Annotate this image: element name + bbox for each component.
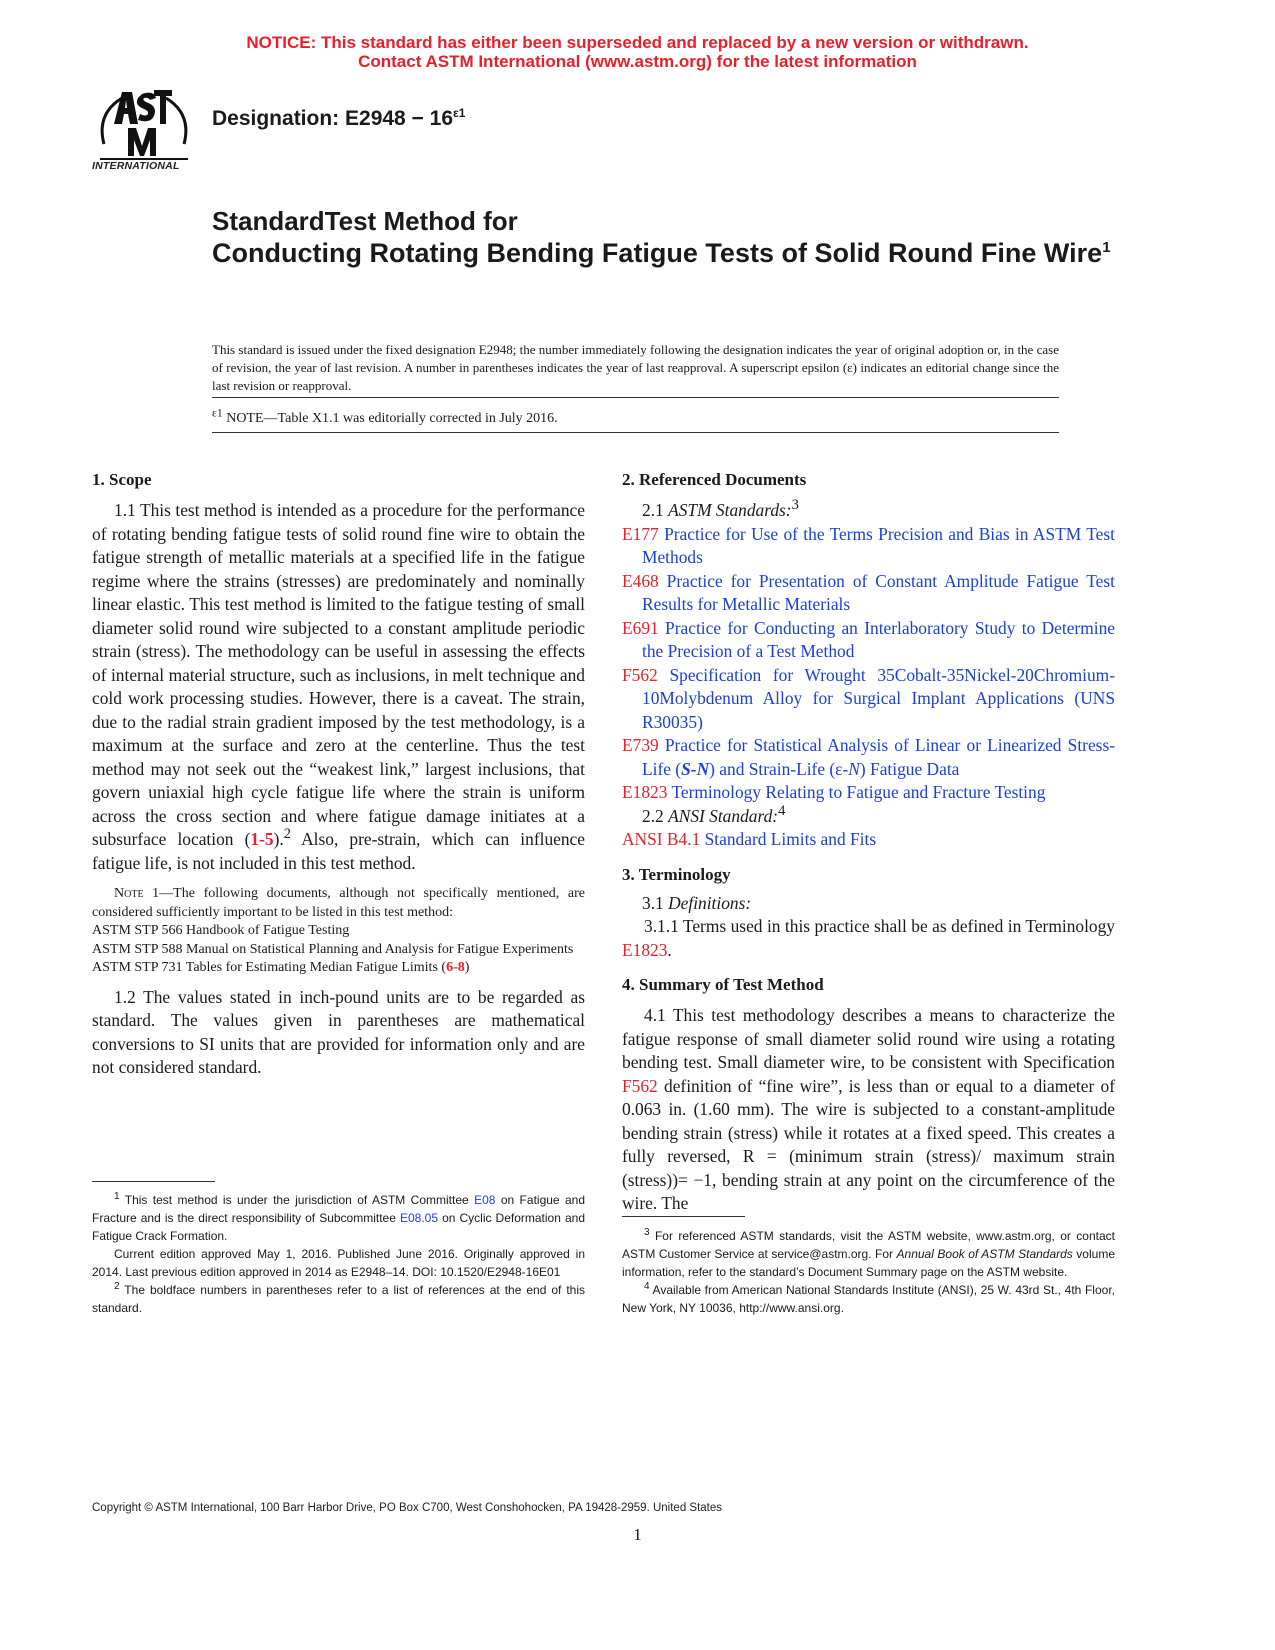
designation <box>212 107 465 131</box>
footnote-4: $^4$ Available from American National Standards Institute (ANSI), 25 W. 43rd St., 4th Floor, New York, NY 10036, http://www.ansi.org. <box>622 1281 1115 1315</box>
designation-label: Designation: E2948 − 16 <box>212 107 454 130</box>
paragraph-1-2: 1.2 The values stated in inch-pound units are to be regarded as standard. The values given in parentheses are mathematical conversions to SI units that are provided for information only and are not considered standard. <box>92 986 585 1077</box>
terminology-e1823-link[interactable]: E1823 <box>622 939 668 960</box>
committee-e08-link[interactable]: E08 <box>474 1193 496 1207</box>
title-footnote-ref[interactable]: 1 <box>1102 239 1111 256</box>
section-2-heading: 2. Referenced Documents <box>622 470 807 489</box>
footnote-1: $^1$ This test method is under the jurisdiction of ASTM Committee E08 on Fatigue and Fracture and is the direct responsibility of Subcommittee E08.05 on Cyclic Deformation and Fatigue Crack Formation. <box>92 1191 585 1243</box>
editorial-note-epsilon: ε1 <box>212 406 223 420</box>
subsection-2-2: 2.2 ANSI Standard:$^4$ <box>642 802 786 826</box>
designation-epsilon: ε1 <box>453 106 466 120</box>
paragraph-1-1: 1.1 This test method is intended as a procedure for the performance of rotating bending fatigue tests of solid round fine wire to obtain the fatigue strength of metallic materials at a specified life in the fatigue regime where the strains (stresses) are predominately and nominally linear elastic. This test method is limited to the fatigue testing of small diameter solid round wire subjected to a constant amplitude periodic strain (stress). The methodology can be useful in assessing the effects of internal material structure, such as inclusions, in melt technique and cold work processing studies. However, there is a caveat. The strain, due to the radial strain gradient imposed by the test methodology, is a maximum at the surface and zero at the centerline. Thus the test method may not seek out the “weakest link,” largest inclusions, that govern uniaxial high cycle fatigue life where the strain is uniform across the cross section and where fatigue damage initiates at a subsurface location (1-5).$^2$ Also, pre-strain, which can influence fatigue life, is not included in this test method. <box>92 500 585 873</box>
footnote-2-ref[interactable]: 2 <box>283 826 291 843</box>
section-4-heading: 4. Summary of Test Method <box>622 975 824 994</box>
note-item-3: ASTM STP 731 Tables for Estimating Median Fatigue Limits (6-8) <box>92 960 470 975</box>
ref-e1823[interactable]: E1823 Terminology Relating to Fatigue and Fracture Testing <box>622 782 1046 802</box>
subcommittee-e08-05-link[interactable]: E08.05 <box>399 1211 439 1225</box>
footnote-rule-right <box>622 1216 745 1217</box>
ref-e691[interactable]: E691 Practice for Conducting an Interlaboratory Study to Determine the Precision of a Test Method <box>622 617 1115 661</box>
subsection-3-1: 3.1 Definitions: <box>642 892 752 913</box>
ref-link-6-8[interactable]: 6-8 <box>446 960 465 975</box>
ref-f562[interactable]: F562 Specification for Wrought 35Cobalt-35Nickel-20Chromium-10Molybdenum Alloy for Surgical Implant Applications (UNS R30035) <box>622 664 1115 732</box>
paragraph-3-1-1: 3.1.1 Terms used in this practice shall be as defined in Terminology E1823. <box>622 916 1115 960</box>
notice-line-1: NOTICE: This standard has either been superseded and replaced by a new version or withdrawn. <box>246 33 1029 52</box>
left-column <box>92 469 585 1080</box>
page-number: 1 <box>633 1525 642 1544</box>
title-main <box>212 237 1112 269</box>
title-line-1: StandardTest Method for <box>212 206 518 236</box>
section-1-heading: 1. Scope <box>92 470 152 489</box>
editorial-note-text: NOTE—Table X1.1 was editorially corrected in July 2016. <box>222 411 558 426</box>
spec-f562-link[interactable]: F562 <box>622 1075 658 1096</box>
ref-e468[interactable]: E468 Practice for Presentation of Constant Amplitude Fatigue Test Results for Metallic Materials <box>622 570 1115 614</box>
ref-e739[interactable]: E739 Practice for Statistical Analysis of Linear or Linearized Stress-Life (S-N) and Strain-Life (ε-N) Fatigue Data <box>622 735 1115 779</box>
issue-statement: This standard is issued under the fixed designation E2948; the number immediately following the designation indicates the year of original adoption or, in the case of revision, the year of last revision. A number in parentheses indicates the year of last reapproval. A superscript epsilon (ε) indicates an editorial change since the last revision or reapproval. <box>212 342 1059 393</box>
footnote-rule-left <box>92 1181 215 1182</box>
ref-ansi-b4-1[interactable]: ANSI B4.1 Standard Limits and Fits <box>622 829 877 849</box>
footnote-3: $^3$ For referenced ASTM standards, visit the ASTM website, www.astm.org, or contact ASTM Customer Service at service@astm.org. For Annual Book of ASTM Standards volume information, refer to the standard’s Document Summary page on the ASTM website. <box>622 1227 1115 1279</box>
ref-link-1-5[interactable]: 1-5 <box>250 829 274 849</box>
logo-international-text: INTERNATIONAL <box>92 160 180 172</box>
right-column <box>622 469 1115 1216</box>
note-item-1: ASTM STP 566 Handbook of Fatigue Testing <box>92 923 350 938</box>
paragraph-4-1: 4.1 This test methodology describes a means to characterize the fatigue response of small diameter solid round wire using a rotating bending test. Small diameter wire, to be consistent with Specification F562 definition of “fine wire”, is less than or equal to a diameter of 0.063 in. (1.60 mm). The wire is subjected to a constant-amplitude bending strain (stress) while it rotates at a fixed speed. This creates a fully reversed, R = (minimum strain (stress)/ maximum strain (stress))= −1, bending strain at any point on the circumference of the wire. The <box>622 1005 1115 1213</box>
footnote-1-edition: Current edition approved May 1, 2016. Published June 2016. Originally approved in 2014. Last previous edition approved in 2014 as E2948–14. DOI: 10.1520/E2948-16E01 <box>92 1247 585 1279</box>
divider-bottom <box>212 432 1059 433</box>
supersede-notice <box>0 33 1275 71</box>
note-1: Note 1—The following documents, although not specifically mentioned, are considered sufficiently important to be listed in this test method: <box>92 886 585 920</box>
footnote-2: $^2$ The boldface numbers in parentheses refer to a list of references at the end of this standard. <box>92 1281 585 1315</box>
notice-line-2: Contact ASTM International (www.astm.org) for the latest information <box>358 52 917 71</box>
editorial-note <box>212 406 558 427</box>
note-item-2: ASTM STP 588 Manual on Statistical Planning and Analysis for Fatigue Experiments <box>92 941 574 957</box>
title-line-2: Conducting Rotating Bending Fatigue Tests of Solid Round Fine Wire <box>212 238 1103 268</box>
subsection-2-1: 2.1 ASTM Standards:$^3$ <box>642 497 799 520</box>
ref-e177[interactable]: E177 Practice for Use of the Terms Precision and Bias in ASTM Test Methods <box>622 523 1115 567</box>
footnotes-left <box>92 1191 585 1317</box>
copyright-line: Copyright © ASTM International, 100 Barr Harbor Drive, PO Box C700, West Conshohocken, PA 19428-2959. United States <box>92 1502 723 1514</box>
section-3-heading: 3. Terminology <box>622 864 731 884</box>
note-label: Note <box>114 886 144 901</box>
divider-top <box>212 397 1059 398</box>
footnotes-right <box>622 1227 1115 1317</box>
